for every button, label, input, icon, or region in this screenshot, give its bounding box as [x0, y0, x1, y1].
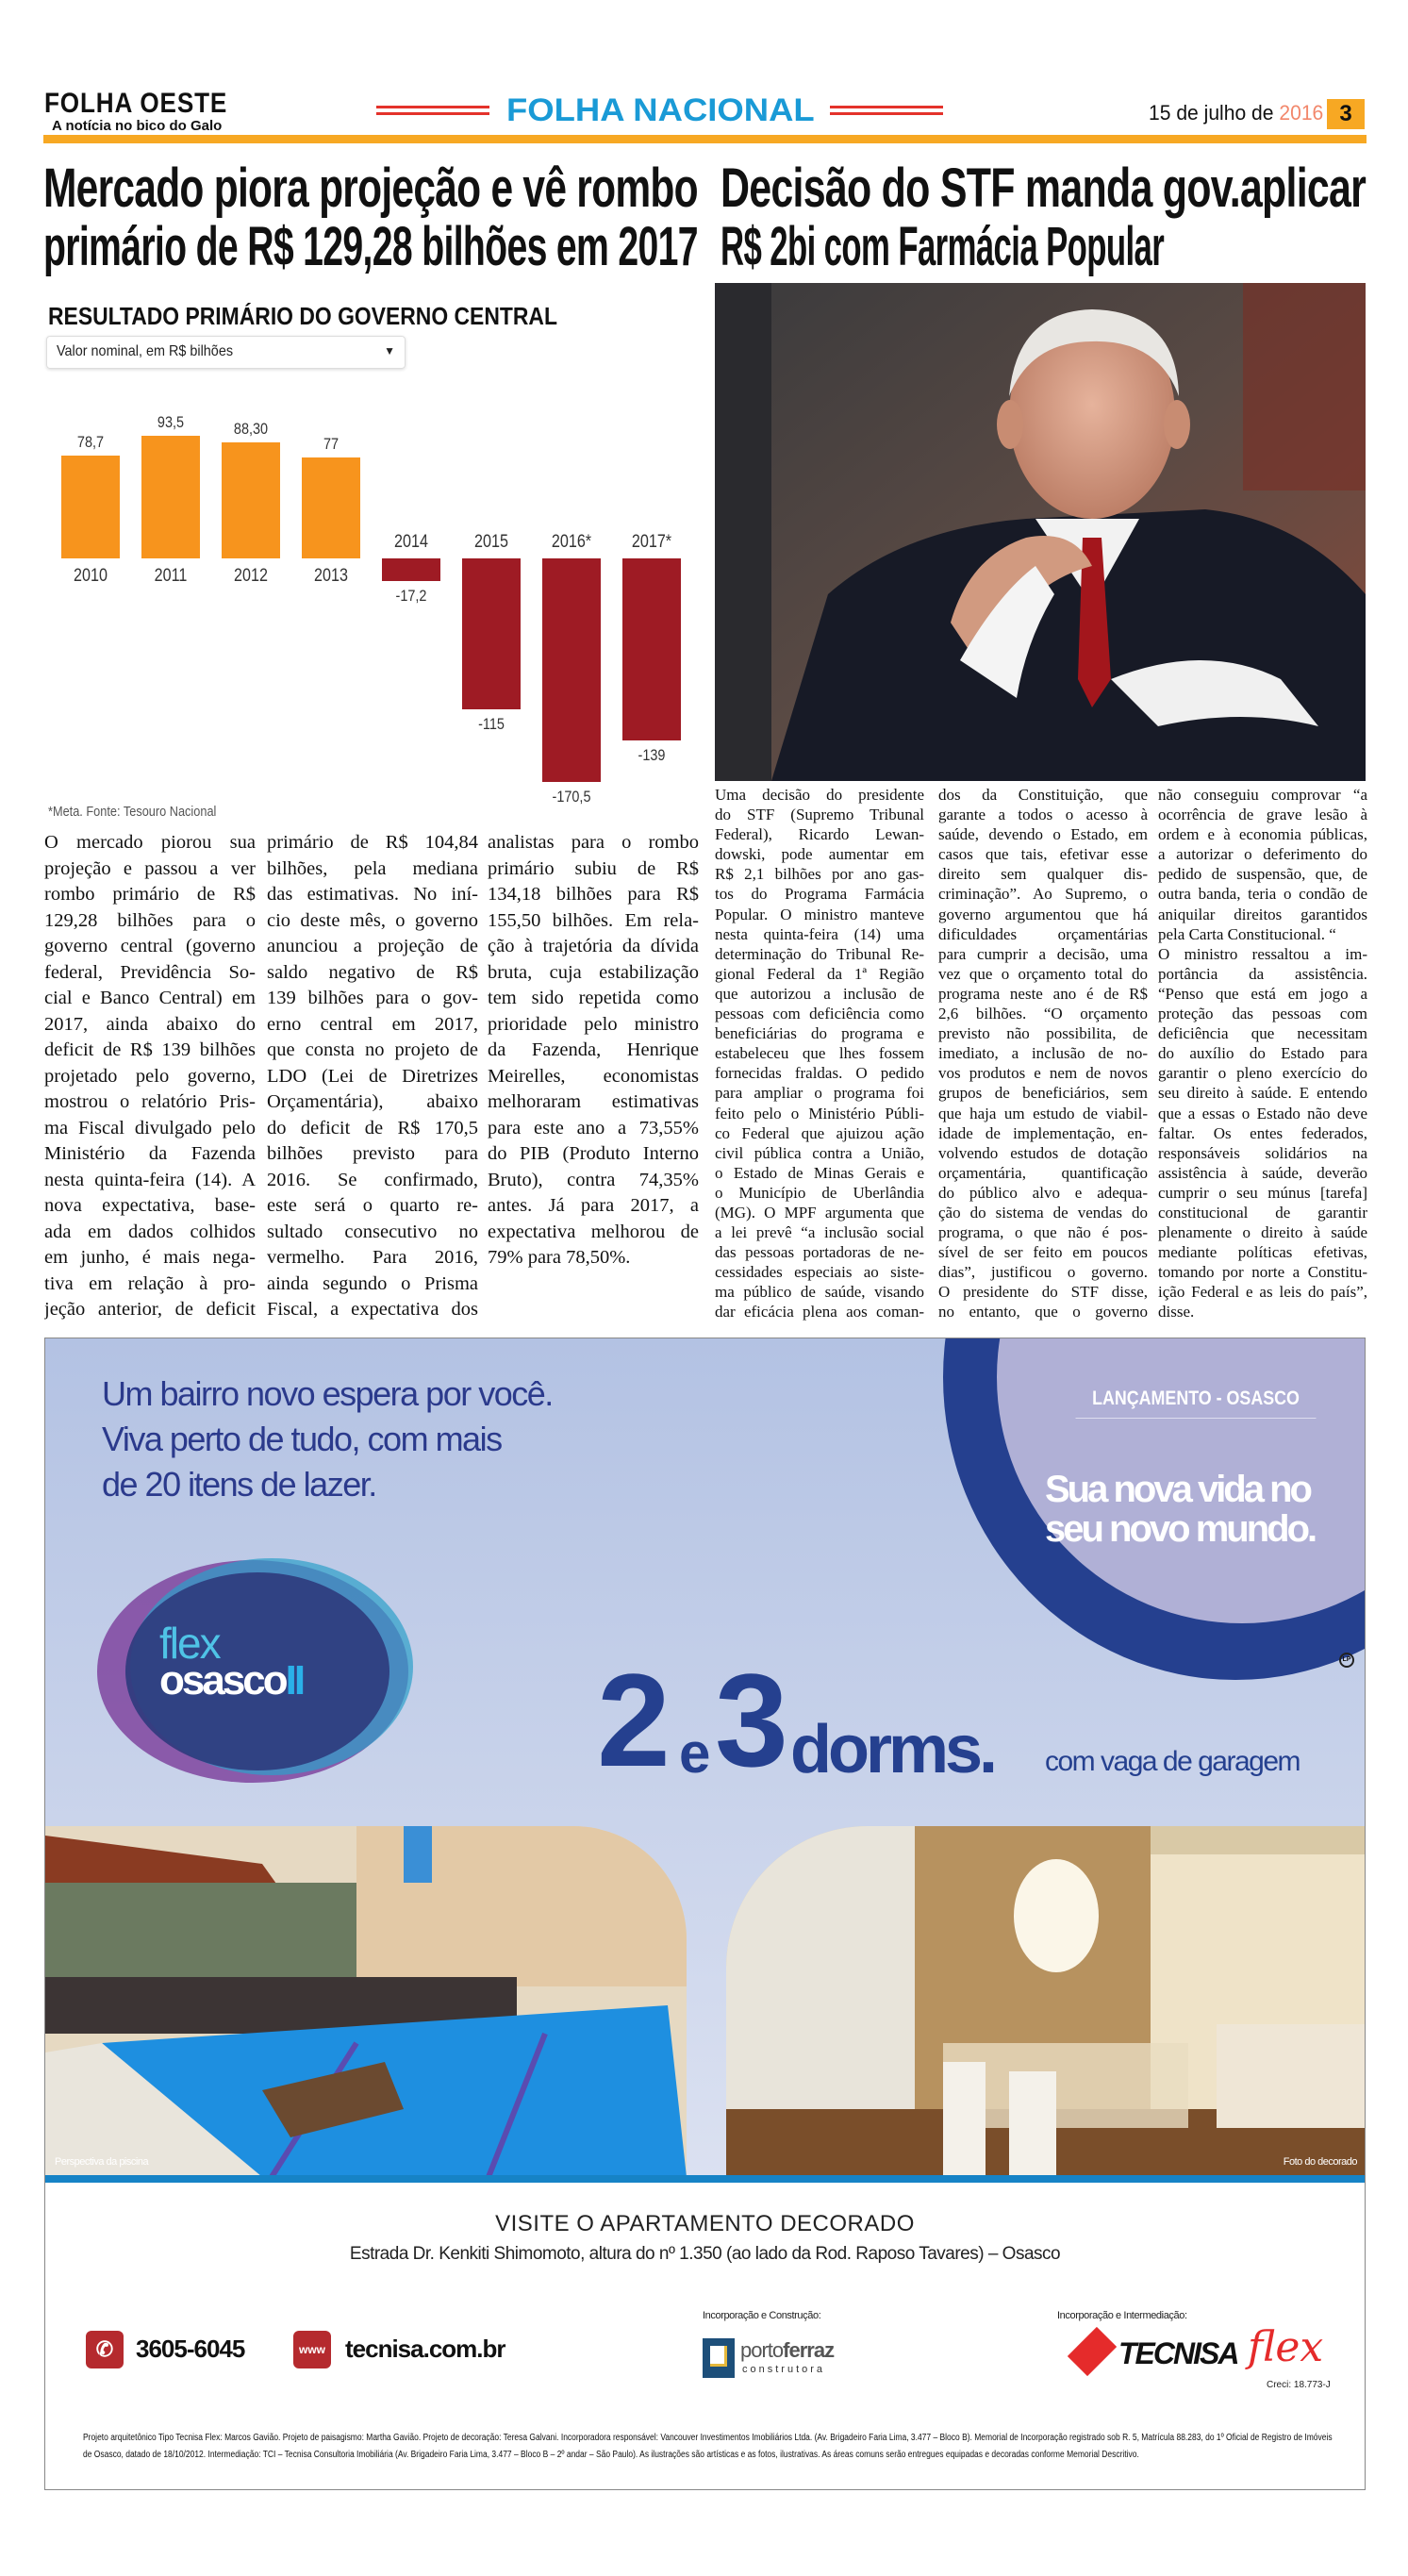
- text-line: programa neste ano é de R$: [938, 984, 1148, 1003]
- text-line: antes. Já para 2017, a: [488, 1195, 699, 1216]
- headline-text: Decisão do STF manda gov.aplicar: [721, 158, 1367, 219]
- chart-bar-2013: [302, 457, 360, 558]
- interior-photo: [726, 1826, 1366, 2177]
- website-link[interactable]: tecnisa.com.br: [345, 2335, 505, 2363]
- text-line: disse.: [1158, 1303, 1195, 1321]
- text-line: primário de R$ 104,84: [267, 832, 478, 853]
- text-line: no entanto, que o governo: [938, 1303, 1148, 1321]
- text-line: do STF (Supremo Tribunal: [715, 806, 924, 824]
- disclaimer-line: [83, 2450, 1139, 2461]
- lp-mark-icon: LP: [1339, 1653, 1354, 1668]
- text-line: plenamente o direito à saúde: [1158, 1223, 1367, 1242]
- text-line: tem sido repetida como: [488, 988, 699, 1008]
- dorms-number-3: 3: [715, 1646, 785, 1794]
- article2-photo-minister: [715, 283, 1366, 781]
- text-line: dias”, justificou o governo.: [938, 1263, 1148, 1282]
- text-line: nesta quinta-feira (14). A: [44, 1169, 256, 1190]
- ad-intro-line: de 20 itens de lazer.: [102, 1465, 376, 1504]
- logo-osasco-text: [159, 1657, 303, 1704]
- portoferraz-emblem-icon: [703, 2338, 735, 2378]
- text-line: das pessoas portadoras de ne-: [715, 1243, 924, 1262]
- chart-value-label: 78,7: [76, 432, 105, 451]
- text-line: que haja um estudo de viabil-: [938, 1104, 1148, 1122]
- text-line: governo central (governo: [44, 936, 256, 956]
- logo-suffix: II: [285, 1657, 304, 1703]
- text-line: em junho, é mais nega-: [44, 1247, 256, 1268]
- chart-bar-2014: [382, 558, 440, 581]
- intermediation-label: Incorporação e Intermediação:: [1057, 2310, 1187, 2321]
- tecnisa-flex-logo: [1073, 2323, 1337, 2385]
- chart-title-text: RESULTADO PRIMÁRIO DO GOVERNO CENTRAL: [48, 302, 557, 330]
- real-estate-advertisement[interactable]: [44, 1338, 1366, 2490]
- text-line: estabeleceu que lhes fossem: [715, 1044, 924, 1063]
- text-line: projeção e passou a ver: [44, 857, 256, 879]
- text-line: que consta no projeto de: [267, 1039, 478, 1060]
- text-line: do auxílio do Estado para: [1158, 1044, 1367, 1063]
- web-icon: www: [293, 2331, 331, 2368]
- chart-bar-2012: [222, 442, 280, 558]
- text-line: “Penso que está em jogo a: [1158, 984, 1367, 1003]
- text-line: saúde, devendo o Estado, em: [938, 825, 1148, 844]
- text-line: ocorrência de grave lesão à: [1158, 806, 1367, 824]
- visit-heading: VISITE O APARTAMENTO DECORADO: [495, 2211, 915, 2236]
- headline-text: primário de R$ 129,28 bilhões em 2017: [43, 216, 698, 277]
- chevron-down-icon: ▼: [384, 344, 395, 357]
- text-line: 2,6 bilhões. “O orçamento: [938, 1005, 1148, 1023]
- issue-date-text: [1149, 101, 1323, 125]
- text-line: nova expectativa, base-: [44, 1195, 256, 1216]
- porto-text: porto: [740, 2338, 784, 2362]
- text-line: faltar. Os entes federados,: [1158, 1123, 1367, 1142]
- text-line: erno central em 2017,: [267, 1013, 478, 1035]
- article2-headline-line2: [721, 216, 1165, 277]
- text-line: R$ 2,1 bilhões por ano gas-: [715, 865, 924, 884]
- text-line: constitucional de garantir: [1158, 1203, 1367, 1222]
- section-title-text: FOLHA NACIONAL: [506, 92, 815, 128]
- text-line: orçamentária, quantificação: [938, 1163, 1148, 1182]
- chart-value-label: -17,2: [395, 586, 427, 605]
- dorms-number-2: 2: [597, 1646, 667, 1794]
- text-line: 139 bilhões para o gov-: [267, 988, 478, 1008]
- text-line: cessidades especiais ao siste-: [715, 1263, 924, 1282]
- text-line: O mercado piorou sua: [44, 832, 256, 853]
- text-line: imediato, a inclusão de no-: [938, 1044, 1148, 1063]
- text-line: sultado consecutivo no: [267, 1221, 478, 1242]
- ad-intro-line: Um bairro novo espera por você.: [102, 1374, 553, 1413]
- dropdown-value: Valor nominal, em R$ bilhões: [57, 343, 234, 359]
- text-line: que autorizou a inclusão de: [715, 984, 924, 1003]
- text-line: para ampliar o programa foi: [715, 1084, 924, 1103]
- text-line: saldo negativo de R$: [267, 961, 478, 983]
- text-line: ainda segundo o Prisma: [267, 1272, 478, 1294]
- chart-value-label: -115: [478, 714, 505, 733]
- phone-number[interactable]: 3605-6045: [136, 2335, 245, 2363]
- flex-osasco-logo: [97, 1554, 418, 1785]
- text-line: grupos de beneficiários, sem: [938, 1084, 1148, 1103]
- text-line: Meirelles, economistas: [488, 1065, 699, 1087]
- disclaimer-text: de Osasco, datado de 18/10/2012. Intermediação: TCI – Tecnisa Consultoria Imobiliária (Av. Brigadeiro Faria Lima, 3.477 – Bloco B – 2º andar – São Paulo). As ilustrações são artísticas e as fotos, ilustrativas. As áreas comuns serão entregues equipadas e decoradas conforme Memorial Descritivo.: [83, 2450, 1139, 2460]
- text-line: anunciou a projeção de: [267, 936, 478, 956]
- text-line: assistência à saúde, deverão: [1158, 1163, 1367, 1182]
- text-line: ção do sistema de vendas do: [938, 1203, 1148, 1222]
- text-line: ma público de saúde, visando: [715, 1283, 924, 1302]
- dorms-and: e: [679, 1721, 707, 1785]
- text-line: O ministro ressaltou a im-: [1158, 944, 1367, 963]
- text-line: deficit de R$ 139 bilhões: [44, 1039, 256, 1060]
- text-line: melhoraram estimativas: [488, 1091, 699, 1112]
- chart-bar-2015: [462, 558, 521, 709]
- text-line: garantir o pleno exercício do: [1158, 1064, 1367, 1083]
- text-line: pessoas com deficiência como: [715, 1005, 924, 1023]
- portoferraz-name: [740, 2338, 834, 2363]
- text-line: cial e Banco Central) em: [44, 988, 256, 1008]
- text-line: tos do Programa Farmácia: [715, 885, 924, 904]
- chart-category-label: 2014: [394, 532, 428, 552]
- text-line: bilhões, pela mediana: [267, 857, 478, 879]
- article1-column-3: [488, 830, 699, 1271]
- chart-value-label: 88,30: [233, 420, 269, 439]
- text-line: pedido de suspensão, que, de: [1158, 865, 1367, 884]
- text-line: determinação do Tribunal Re-: [715, 944, 924, 963]
- text-line: 134,18 bilhões para R$: [488, 884, 699, 905]
- text-line: rombo primário de R$: [44, 884, 256, 905]
- text-line: O presidente do STF disse,: [938, 1283, 1148, 1302]
- text-line: responsáveis solidários na: [1158, 1143, 1367, 1162]
- disclaimer-line: [83, 2433, 1333, 2444]
- chart-bar-2017: [622, 558, 681, 740]
- chart-category-label: 2015: [474, 532, 508, 552]
- text-line: fornecidas fraldas. O pedido: [715, 1064, 924, 1083]
- text-line: o Estado de Minas Gerais e: [715, 1163, 924, 1182]
- pool-image: [45, 1826, 687, 2177]
- text-line: 129,28 bilhões para o: [44, 909, 256, 931]
- text-line: dificuldades orçamentárias: [938, 924, 1148, 943]
- text-line: a autorizar o deferimento do: [1158, 845, 1367, 864]
- text-line: Uma decisão do presidente: [715, 786, 924, 804]
- chart-category-label: 2011: [154, 566, 188, 586]
- phone-icon: ✆: [86, 2331, 124, 2368]
- text-line: dar eficácia plena aos coman-: [715, 1303, 924, 1321]
- disclaimer-text: Projeto arquitetônico Tipo Tecnisa Flex: Marcos Gavião. Projeto de paisagismo: Martha Gavião. Projeto de decoração: Teresa Galvani. Incorporadora responsável: Vancouver Investimentos Imobiliários Ltda. (Av. Brigadeiro Faria Lima, 3.477 – Bloco B). Memorial de Incorporação registrado sob R. 5, Matrícula 88.283, do 1º Oficial de Registro de Imóveis: [83, 2433, 1333, 2443]
- chart-bar-2010: [61, 456, 120, 558]
- text-line: deficiência que necessitam: [1158, 1024, 1367, 1043]
- text-line: Ministério da Fazenda: [44, 1143, 256, 1164]
- text-line: programa, o que não é pos-: [938, 1223, 1148, 1242]
- text-line: pela Carta Constitucional. “: [1158, 924, 1336, 943]
- dorms-garage: com vaga de garagem: [1045, 1746, 1300, 1777]
- ad-intro-line: Viva perto de tudo, com mais: [102, 1420, 502, 1458]
- ferraz-text: ferraz: [783, 2338, 835, 2362]
- text-line: outra banda, teria o condão de: [1158, 885, 1367, 904]
- portoferraz-logo: [703, 2338, 872, 2378]
- date-text: 15 de julho de: [1149, 101, 1280, 125]
- text-line: federal, Previdência So-: [44, 961, 256, 983]
- text-line: Fiscal, a expectativa dos: [267, 1299, 478, 1320]
- text-line: criminação”. Ao Supremo, o: [938, 885, 1148, 904]
- text-line: do deficit de R$ 170,5: [267, 1117, 478, 1138]
- text-line: bruta, cuja estabilização: [488, 961, 699, 983]
- text-line: projetado pelo governo,: [44, 1065, 256, 1087]
- text-line: ção à trajetória da dívida: [488, 936, 699, 956]
- visit-address: Estrada Dr. Kenkiti Shimomoto, altura do nº 1.350 (ao lado da Rod. Raposo Tavares) – Osasco: [349, 2244, 1061, 2264]
- text-line: para este ano a 73,55%: [488, 1117, 699, 1138]
- chart-bar-2011: [141, 436, 200, 558]
- text-line: cio deste mês, o governo: [267, 909, 478, 931]
- headline-text: R$ 2bi com Farmácia Popular: [721, 216, 1165, 277]
- text-line: ma Fiscal divulgado pelo: [44, 1117, 256, 1138]
- decorative-rule-right: [830, 106, 943, 115]
- text-line: previsto não possibilita, de: [938, 1024, 1148, 1043]
- article2-column-3: [1158, 785, 1367, 1322]
- text-line: mediante políticas efetivas,: [1158, 1243, 1367, 1262]
- slogan-line: Sua nova vida no: [1045, 1469, 1310, 1510]
- text-line: dos da Constituição, que: [938, 786, 1148, 804]
- construction-label: Incorporação e Construção:: [703, 2310, 821, 2321]
- text-line: vos produtos e nem de novos: [938, 1064, 1148, 1083]
- text-line: 2016. Se confirmado,: [267, 1169, 478, 1190]
- portrait-image: [715, 283, 1366, 781]
- text-line: tomando por norte a Constitu-: [1158, 1263, 1367, 1282]
- text-line: analistas para o rombo: [488, 832, 699, 853]
- text-line: do PIB (Produto Interno: [488, 1143, 699, 1164]
- text-line: (MG). O MPF argumenta que: [715, 1203, 924, 1222]
- text-line: ordem e à economia públicas,: [1158, 825, 1367, 844]
- text-line: Bruto), contra 74,35%: [488, 1169, 699, 1190]
- text-line: o Município de Uberlândia: [715, 1183, 924, 1202]
- chart-category-label: 2010: [74, 566, 108, 586]
- tecnisa-diamond-icon: [1068, 2327, 1117, 2376]
- text-line: gional Federal da 1ª Região: [715, 964, 924, 983]
- interior-image: [726, 1826, 1366, 2177]
- text-line: do público alvo e adequa-: [938, 1183, 1148, 1202]
- text-line: direito sem qualquer dis-: [938, 865, 1148, 884]
- text-line: bilhões previsto para: [267, 1143, 478, 1164]
- ad-divider-bar: [45, 2175, 1365, 2183]
- tecnisa-text: TECNISA: [1118, 2336, 1238, 2370]
- text-line: civil pública contra a União,: [715, 1143, 924, 1162]
- text-line: proteção das pessoas com: [1158, 1005, 1367, 1023]
- text-line: dowski, pode aumentar em: [715, 845, 924, 864]
- text-line: Orçamentária), abaixo: [267, 1091, 478, 1112]
- creci-number: Creci: 18.773-J: [1267, 2380, 1331, 2390]
- interior-caption: Foto do decorado: [1283, 2156, 1357, 2168]
- text-line: tiva em relação à pro-: [44, 1272, 256, 1294]
- tecnisa-flex-text: flex: [1248, 2323, 1324, 2371]
- date-year: 2016: [1279, 101, 1324, 125]
- text-line: portância da assistência.: [1158, 964, 1367, 983]
- chart-value-label: 77: [323, 434, 340, 453]
- text-line: casos que tais, efetivar esse: [938, 845, 1148, 864]
- article1-column-1: [44, 830, 256, 1323]
- article1-column-2: [267, 830, 478, 1323]
- text-line: este será o quarto re-: [267, 1195, 478, 1216]
- text-line: sível de ser feito em poucos: [938, 1243, 1148, 1262]
- pool-photo: [45, 1826, 687, 2177]
- portoferraz-sub: construtora: [742, 2364, 826, 2375]
- text-line: para cumprir a decisão, uma: [938, 944, 1148, 963]
- text-line: ição Federal e as leis do país”,: [1158, 1283, 1367, 1302]
- text-line: jeção anterior, de deficit: [44, 1299, 256, 1320]
- article2-headline-line1: [721, 158, 1367, 219]
- logo-flex-text: flex: [159, 1619, 220, 1668]
- page-number: 3: [1327, 99, 1365, 129]
- text-line: prioridade pelo ministro: [488, 1013, 699, 1035]
- chart-footnote: *Meta. Fonte: Tesouro Nacional: [48, 804, 217, 820]
- text-line: seu direito à saúde. E entendo: [1158, 1084, 1367, 1103]
- text-line: nesta quinta-feira (14) uma: [715, 924, 924, 943]
- text-line: que a essas o Estado não deve: [1158, 1104, 1367, 1122]
- issue-date: [1149, 101, 1323, 125]
- text-line: aniquilar direitos garantidos: [1158, 905, 1367, 923]
- logo-name: osasco: [159, 1657, 286, 1703]
- text-line: vez que o orçamento total do: [938, 964, 1148, 983]
- masthead-logo-text: FOLHA OESTE: [44, 88, 228, 119]
- text-line: Popular. O ministro manteve: [715, 905, 924, 923]
- chart-value-label: -139: [638, 746, 666, 765]
- article2-column-1: [715, 785, 924, 1322]
- slogan-line: seu novo mundo.: [1045, 1508, 1316, 1550]
- text-line: volvendo estudos de dotação: [938, 1143, 1148, 1162]
- text-line: das estimativas. No iní-: [267, 884, 478, 905]
- chart-value-label: 93,5: [157, 413, 185, 432]
- text-line: a lei prevê “a inclusão social: [715, 1223, 924, 1242]
- chart-bar-2016: [542, 558, 601, 782]
- text-line: co Federal que ajuizou ação: [715, 1123, 924, 1142]
- pool-caption: Perspectiva da piscina: [55, 2156, 149, 2168]
- text-line: não conseguiu comprovar “a: [1158, 786, 1367, 804]
- text-line: da Fazenda, Henrique: [488, 1039, 699, 1060]
- text-line: garante a todos o acesso à: [938, 806, 1148, 824]
- chart-category-label: 2017*: [631, 532, 672, 552]
- chart-category-label: 2016*: [551, 532, 592, 552]
- headline-text: Mercado piora projeção e vê rombo: [43, 158, 698, 219]
- chart-value-label: -170,5: [552, 787, 591, 806]
- text-line: LDO (Lei de Diretrizes: [267, 1065, 478, 1087]
- launch-label: LANÇAMENTO - OSASCO: [1076, 1388, 1317, 1419]
- text-line: feito pelo o Ministério Públi-: [715, 1104, 924, 1122]
- text-line: mostrou o relatório Pris-: [44, 1091, 256, 1112]
- text-line: vermelho. Para 2016,: [267, 1247, 478, 1268]
- chart-category-label: 2012: [234, 566, 268, 586]
- text-line: beneficiárias do programa e: [715, 1024, 924, 1043]
- text-line: 79% para 78,50%.: [488, 1247, 631, 1268]
- text-line: expectativa melhorou de: [488, 1221, 699, 1242]
- chart-category-label: 2013: [314, 566, 348, 586]
- text-line: primário subiu de R$: [488, 857, 699, 879]
- text-line: 2017, ainda abaixo do: [44, 1013, 256, 1035]
- text-line: governo argumentou que há: [938, 905, 1148, 923]
- tagline-text: A notícia no bico do Galo: [52, 118, 223, 134]
- text-line: cumprir o seu múnus [tarefa]: [1158, 1183, 1367, 1202]
- text-line: idade de implementação, en-: [938, 1123, 1148, 1142]
- text-line: Federal), Ricardo Lewan-: [715, 825, 924, 844]
- text-line: ada em dados colhidos: [44, 1221, 256, 1242]
- article2-column-2: [938, 785, 1148, 1322]
- dorms-word: dorms.: [790, 1712, 995, 1787]
- text-line: 155,50 bilhões. Em rela-: [488, 909, 699, 931]
- bar-chart: [0, 0, 717, 821]
